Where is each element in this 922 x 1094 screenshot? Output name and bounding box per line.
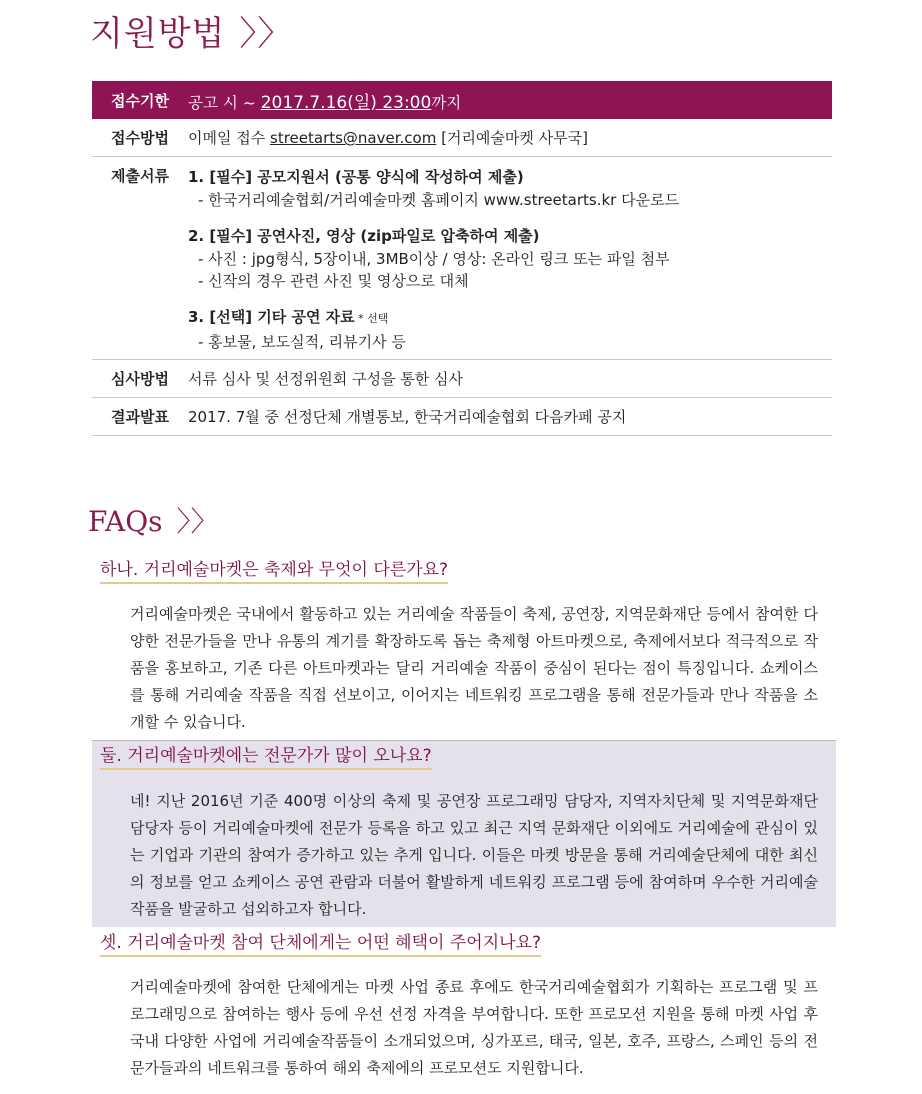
application-info-table [92, 81, 832, 436]
review-row [92, 360, 832, 398]
deadline-date: 2017.7.16(일) 23:00 [260, 92, 432, 113]
deadline-suffix: 까지 [431, 93, 462, 112]
result-row [92, 398, 832, 436]
deadline-prefix: 공고 시 ~ [188, 93, 261, 112]
documents-label: 제출서류 [92, 157, 188, 360]
review-label: 심사방법 [92, 360, 188, 398]
result-value: 2017. 7월 중 선정단체 개별통보, 한국거리예술협회 다음카페 공지 [188, 398, 832, 436]
document-sub-item: - 홍보물, 보도실적, 리뷰기사 등 [198, 333, 406, 351]
double-chevron-icon: 〉〉 [176, 505, 219, 538]
faq-answer-1: 거리예술마켓은 국내에서 활동하고 있는 거리예술 작품들이 축제, 공연장, 지역문화재단 등에서 참여한 다양한 전문가들을 만나 유통의 계기를 확장하도록 돕는 축제형 아트마켓으로, 축제에서보다 적극적으로 작품을 홍보하고, 기존 다른 아트마켓과는 달리 거리예술 작품이 중심이 된다는 점이 특징입니다. 쇼케이스를 통해 거리예술 작품을 직접 선보이고, 이어지는 네트워킹 프로그램을 통해 전문가들과 만나 작품을 소개할 수 있습니다. [130, 605, 818, 731]
document-item-1 [188, 165, 832, 189]
faq-question-1: 하나. 거리예술마켓은 축제와 무엇이 다른가요? [100, 559, 448, 584]
document-item-3 [188, 305, 832, 331]
document-item-title: 2. [필수] 공연사진, 영상 (zip파일로 압축하여 제출) [188, 227, 540, 245]
method-row [92, 119, 832, 157]
optional-note: * 선택 [354, 312, 389, 325]
document-sub-item: - 한국거리예술협회/거리예술마켓 홈페이지 www.streetarts.kr 다운로드 [198, 191, 680, 209]
faq-question-3: 셋. 거리예술마켓 참여 단체에게는 어떤 혜택이 주어지나요? [100, 932, 541, 957]
faq-answer-2: 네! 지난 2016년 기준 400명 이상의 축제 및 공연장 프로그래밍 담당자, 지역자치단체 및 지역문화재단 담당자 등이 거리예술마켓에 전문가 등록을 하고 있고 최근 지역 문화재단 이외에도 거리예술에 관심이 있는 기업과 기관의 참여가 증가하고 있는 추게 입니다. 이들은 마켓 방문을 통해 거리예술단체에 대한 최신의 정보를 얻고 쇼케이스 공연 관람과 더불어 활발하게 네트워킹 프로그램 등에 참여하며 우수한 거리예술 작품을 발굴하고 섭외하고자 합니다. [130, 792, 818, 918]
document-item-2 [188, 224, 832, 248]
result-label: 결과발표 [92, 398, 188, 436]
documents-value [188, 157, 832, 360]
faq-answer-3: 거리예술마켓에 참여한 단체에게는 마켓 사업 종료 후에도 한국거리예술협회가 기획하는 프로그램 및 프로그래밍으로 참여하는 행사 등에 우선 선정 자격을 부여합니다. 또한 프로모션 지원을 통해 마켓 사업 후 국내 다양한 사업에 거리예술작품들이 소개되었으며, 싱가포르, 태국, 일본, 호주, 프랑스, 스페인 등의 전문가들과의 네트워크를 통하여 해외 축제에의 프로모션도 지원합니다. [130, 978, 818, 1077]
method-prefix: 이메일 접수 [188, 129, 270, 147]
section-title-apply [90, 6, 292, 55]
email-link[interactable]: streetarts@naver.com [270, 129, 437, 147]
faq-question-2: 둘. 거리예술마켓에는 전문가가 많이 오나요? [100, 745, 432, 770]
deadline-label: 접수기한 [92, 81, 188, 119]
deadline-value [188, 81, 832, 119]
apply-title-text: 지원방법 [90, 14, 226, 54]
method-label: 접수방법 [92, 119, 188, 157]
document-sub-item: - 사진 : jpg형식, 5장이내, 3MB이상 / 영상: 온라인 링크 또는 파일 첨부 [198, 250, 670, 268]
document-sub-item: - 신작의 경우 관련 사진 및 영상으로 대체 [198, 272, 469, 290]
section-title-faqs [88, 500, 219, 540]
deadline-row [92, 81, 832, 119]
document-item-title: 1. [필수] 공모지원서 (공통 양식에 작성하여 제출) [188, 168, 524, 186]
method-suffix: [거리예술마켓 사무국] [436, 129, 588, 147]
review-value: 서류 심사 및 선정위원회 구성을 통한 심사 [188, 360, 832, 398]
method-value [188, 119, 832, 157]
documents-row [92, 157, 832, 360]
faqs-title-text: FAQs [88, 505, 163, 538]
document-item-title: 3. [선택] 기타 공연 자료 [188, 308, 355, 326]
double-chevron-icon: 〉〉 [239, 14, 293, 54]
